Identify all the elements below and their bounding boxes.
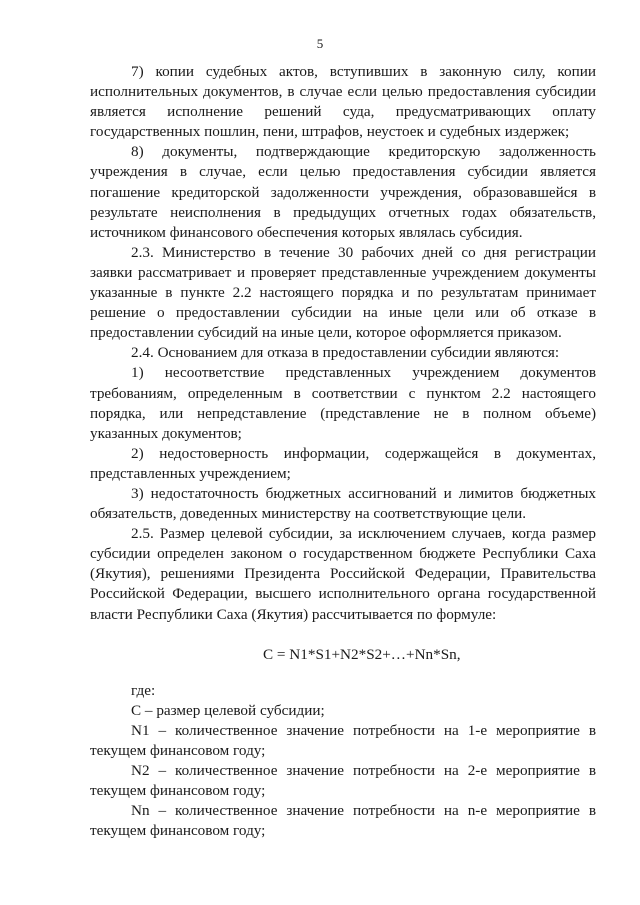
refusal-reason-3: 3) недостаточность бюджетных ассигнований и лимитов бюджетных обязательств, доведенных министерству на соответствующие цели. [90, 484, 596, 523]
document-body [90, 62, 596, 841]
page-number: 5 [316, 36, 324, 51]
definition-n1: N1 – количественное значение потребности на 1-е мероприятие в текущем финансовом году; [90, 721, 596, 759]
paragraph-item-7: 7) копии судебных актов, вступивших в законную силу, копии исполнительных документов, в случае если целью предоставления субсидии является исполнение решений суда, предусматривающих оплату государственных пошлин, пени, штрафов, неустоек и судебных издержек; [90, 63, 596, 141]
definition-nn: Nn – количественное значение потребности на n-е мероприятие в текущем финансовом году; [90, 802, 596, 840]
paragraph-2-3: 2.3. Министерство в течение 30 рабочих дней со дня регистрации заявки рассматривает и проверяет представленные учреждением документы указанные в пункте 2.2 настоящего порядка и по результатам принимает решение о предоставлении субсидии на иные цели или об отказе в предоставлении субсидий на иные цели, которое оформляется приказом. [90, 243, 596, 342]
paragraph-2-4: 2.4. Основанием для отказа в предоставлении субсидии являются: [131, 344, 560, 362]
refusal-reason-1: 1) несоответствие представленных учреждением документов требованиям, определенным в соответствии с пунктом 2.2 настоящего порядка, или непредставление (представление не в полном объеме) указанных документов; [90, 364, 596, 442]
paragraph-item-8: 8) документы, подтверждающие кредиторскую задолженность учреждения в случае, если целью предоставления субсидии является погашение кредиторской задолженности учреждения, образовавшейся в результате неисполнения в предыдущих отчетных годах обязательств, источником финансового обеспечения которых являлась субсидия. [90, 143, 596, 241]
paragraph-2-5: 2.5. Размер целевой субсидии, за исключением случаев, когда размер субсидии определен законом о государственном бюджете Республики Саха (Якутия), решениями Президента Российской Федерации, Правительства Российской Федерации, высшего исполнительного органа государственной власти Республики Саха (Якутия) рассчитывается по формуле: [90, 525, 596, 623]
subsidy-formula: C = N1*S1+N2*S2+…+Nn*Sn, [263, 645, 461, 663]
definition-c: C – размер целевой субсидии; [131, 701, 325, 719]
where-label: где: [131, 681, 156, 699]
refusal-reason-2: 2) недостоверность информации, содержащейся в документах, представленных учреждением; [90, 444, 596, 482]
definition-n2: N2 – количественное значение потребности на 2-е мероприятие в текущем финансовом году; [90, 762, 596, 800]
